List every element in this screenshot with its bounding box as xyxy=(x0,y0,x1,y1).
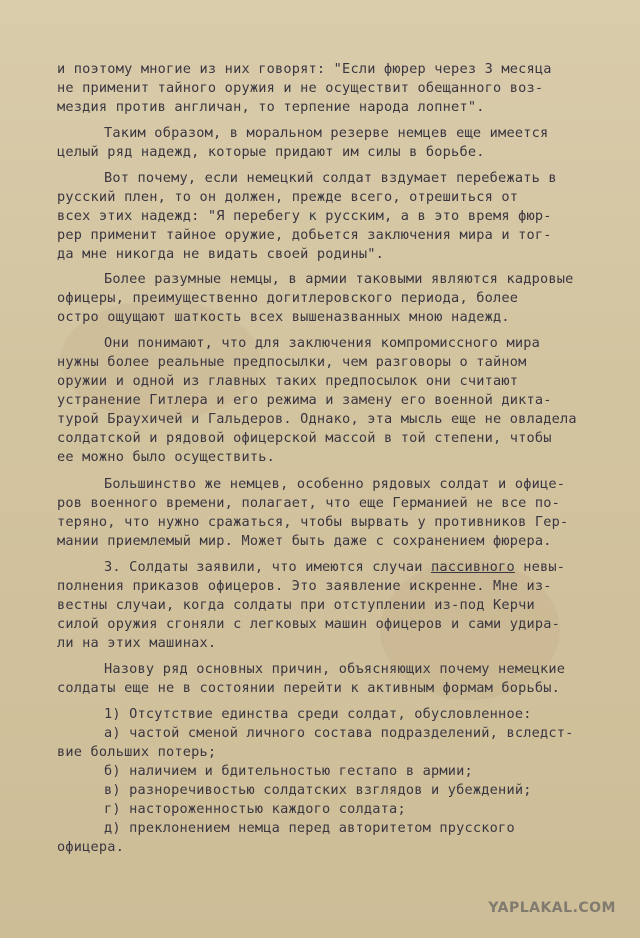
text-line: нужны более реальные предпосылки, чем разговоры о тайном xyxy=(57,354,527,370)
text-line: г) настороженностью каждого солдата; xyxy=(104,801,406,817)
text-line: и поэтому многие из них говорят: "Если фюрер через 3 месяца xyxy=(57,61,552,77)
text-line: а) частой сменой личного состава подразделений, вследст- xyxy=(104,725,574,741)
text-line: силой оружия сгоняли с легковых машин офицеров и сами удира- xyxy=(57,616,561,632)
watermark-logo: YAPLAKAL.COM xyxy=(488,900,616,916)
text-line xyxy=(104,558,565,576)
text-line: мании приемлемый мир. Может быть даже с сохранением фюрера. xyxy=(57,533,552,549)
text-line: ров военного времени, полагает, что еще Германией не все по- xyxy=(57,495,561,511)
text-line: 1) Отсутствие единства среди солдат, обусловленное: xyxy=(104,706,532,722)
text-line: в) разноречивостью солдатских взглядов и убеждений; xyxy=(104,782,532,798)
text-line: д) преклонением немца перед авторитетом прусского xyxy=(104,820,515,836)
text-line: теряно, что нужно сражаться, чтобы вырвать у противников Гер- xyxy=(57,514,569,530)
text-line: русский плен, то он должен, прежде всего, отрешиться от xyxy=(57,189,519,205)
text-line: Вот почему, если немецкий солдат вздумает перебежать в xyxy=(104,170,557,186)
text-line: офицеры, преимущественно догитлеровского периода, более xyxy=(57,290,519,306)
text-line: не применит тайного оружия и не осуществит обещанного воз- xyxy=(57,80,544,96)
text-line: Назову ряд основных причин, объясняющих почему немецкие xyxy=(104,661,566,677)
text-line: Они понимают, что для заключения компромиссного мира xyxy=(104,335,540,351)
text-segment: 3. Солдаты заявили, что имеются случаи xyxy=(104,559,431,575)
text-line: офицера. xyxy=(57,839,125,855)
text-line: оружии и одной из главных таких предпосылок они считают xyxy=(57,373,519,389)
text-segment: невы- xyxy=(514,559,566,575)
text-line: ее можно было осуществить. xyxy=(57,449,275,465)
underlined-word: пассивного xyxy=(430,559,515,575)
text-line: солдаты еще не в состоянии перейти к активным формам борьбы. xyxy=(57,680,561,696)
text-line: остро ощущают шаткость всех вышеназванных мною надежд. xyxy=(57,309,510,325)
text-line: солдатской и рядовой офицерской массой в той степени, чтобы xyxy=(57,430,552,446)
text-line: Большинство же немцев, особенно рядовых солдат и офице- xyxy=(104,476,566,492)
text-line: рер применит тайное оружие, добьется заключения мира и тог- xyxy=(57,227,552,243)
text-line: турой Браухичей и Гальдеров. Однако, эта мысль еще не овладела xyxy=(57,411,577,427)
text-line: устранение Гитлера и его режима и замену его военной дикта- xyxy=(57,392,552,408)
text-line: целый ряд надежд, которые придают им силы в борьбе. xyxy=(57,144,485,160)
text-line: вестны случаи, когда солдаты при отступлении из-под Керчи xyxy=(57,597,535,613)
text-line: Таким образом, в моральном резерве немцев еще имеется xyxy=(104,125,549,141)
text-line: полнения приказов офицеров. Это заявление искренне. Мне из- xyxy=(57,578,552,594)
text-line: всех этих надежд: "Я перебегу к русским, а в это время фюр- xyxy=(57,208,552,224)
text-line: да мне никогда не видать своей родины". xyxy=(57,246,384,262)
text-line: мездия против англичан, то терпение народа лопнет". xyxy=(57,99,485,115)
text-line: ли на этих машинах. xyxy=(57,635,217,651)
text-line: вие больших потерь; xyxy=(57,744,217,760)
text-line: б) наличием и бдительностью гестапо в армии; xyxy=(104,763,473,779)
text-line: Более разумные немцы, в армии таковыми являются кадровые xyxy=(104,271,574,287)
